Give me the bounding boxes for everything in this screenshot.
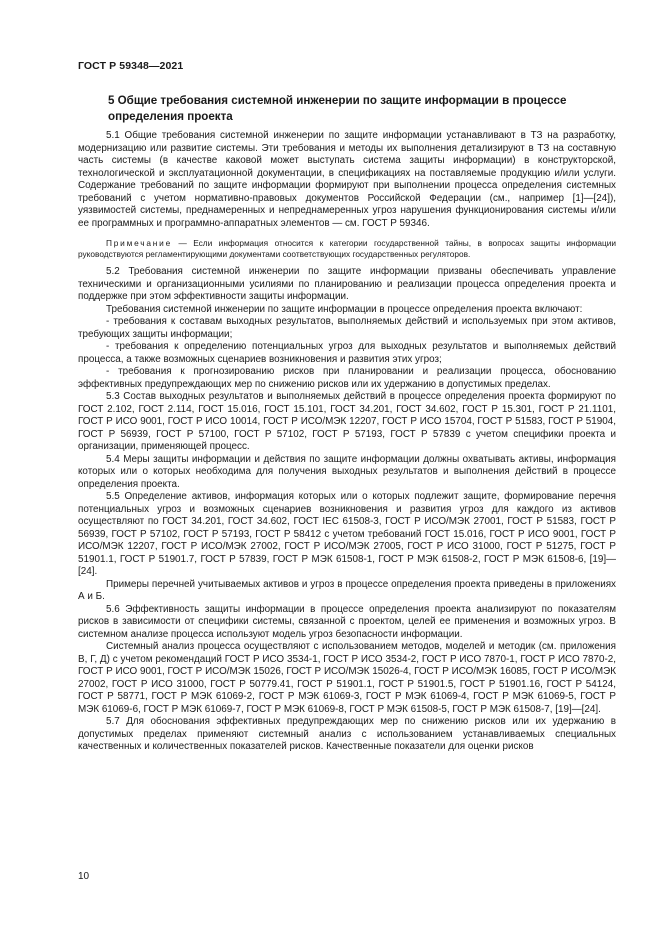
page-number: 10	[78, 871, 90, 882]
note-text: — Если информация относится к категории государственной тайны, в вопросах защиты информации руководствуются регламентирующими документами соответствующих государственных регуляторов.	[78, 238, 616, 259]
paragraph-5-6: 5.6 Эффективность защиты информации в процессе определения проекта анализируют по показателям рисков в зависимости от специфики системы, связанной с проектом, целей ее применения и возможных угроз. В системном анализе процесса используют модель угроз безопасности информации.	[78, 603, 616, 640]
list-item-requirement-1: - требования к составам выходных результатов, выполняемых действий и используемых при этом активов, требующих защиты информации;	[78, 316, 616, 340]
paragraph-5-2: 5.2 Требования системной инженерии по защите информации призваны обеспечивать управление техническими и организационными усилиями по планированию и реализации процесса определения проекта и поддержке при этом эффективности защиты информации.	[78, 266, 616, 302]
paragraph-system-analysis: Системный анализ процесса осуществляют с использованием методов, моделей и методик (см. приложения В, Г, Д) с учетом рекомендаций ГОСТ Р ИСО 3534-1, ГОСТ Р ИСО 3534-2, ГОСТ Р ИСО 7870-1, ГОСТ Р ИСО 7870-2, ГОСТ Р ИСО 9001, ГОСТ Р ИСО/МЭК 15026, ГОСТ Р ИСО/МЭК 15026-4, ГОСТ Р ИСО/МЭК 16085, ГОСТ Р ИСО/МЭК 27002, ГОСТ Р ИСО 31000, ГОСТ Р 50779.41, ГОСТ Р 51901.1, ГОСТ Р 51901.5, ГОСТ Р 51901.16, ГОСТ Р 54124, ГОСТ Р 58771, ГОСТ Р МЭК 61069-2, ГОСТ Р МЭК 61069-3, ГОСТ Р МЭК 61069-4, ГОСТ Р МЭК 61069-5, ГОСТ Р МЭК 61069-6, ГОСТ Р МЭК 61069-7, ГОСТ Р МЭК 61069-8, ГОСТ Р МЭК 61508-5, ГОСТ Р МЭК 61508-7, [19]—[24].	[78, 641, 616, 715]
paragraph-examples: Примеры перечней учитываемых активов и угроз в процессе определения проекта приведены в приложениях А и Б.	[78, 578, 616, 602]
list-item-requirement-2: - требования к определению потенциальных угроз для выходных результатов и выполняемых действий процесса, а также возможных сценариев возникновения и развития этих угроз;	[78, 341, 616, 365]
note	[78, 238, 616, 260]
paragraph-5-7: 5.7 Для обоснования эффективных предупреждающих мер по снижению рисков или их удержанию в допустимых пределах применяют системный анализ с использованием устанавливаемых специальных качественных и количественных показателей рисков. Качественные показатели для оценки рисков	[78, 716, 616, 752]
paragraph-5-1: 5.1 Общие требования системной инженерии по защите информации устанавливают в ТЗ на разработку, модернизацию или развитие системы. Эти требования и методы их выполнения детализируют в ТЗ на составную часть системы (в качестве каковой может выступать система защиты информации) в конструкторской, технологической и эксплуатационной документации, в спецификациях на поставляемые продукцию и/или услуги. Содержание требований по защите информации формируют при выполнении процесса определения системных требований с учетом нормативно-правовых документов Российской Федерации (см., например [1]—[24]), уязвимостей системы, преднамеренных и непреднамеренных угроз нарушения функционирования системы и/или ее программных и программно-аппаратных элементов — см. ГОСТ Р 59346.	[78, 130, 616, 229]
document-body	[78, 130, 616, 754]
paragraph-5-3: 5.3 Состав выходных результатов и выполняемых действий в процессе определения проекта формируют по ГОСТ 2.102, ГОСТ 2.114, ГОСТ 15.016, ГОСТ 15.101, ГОСТ 34.201, ГОСТ 34.602, ГОСТ Р 15.301, ГОСТ Р 21.1101, ГОСТ Р ИСО 9001, ГОСТ Р ИСО 10014, ГОСТ Р ИСО/МЭК 12207, ГОСТ Р ИСО 15704, ГОСТ Р 51583, ГОСТ Р 51904, ГОСТ Р 56939, ГОСТ Р 57100, ГОСТ Р 57102, ГОСТ Р 57193, ГОСТ Р 57839 с учетом специфики проекта и организации, применяющей процесс.	[78, 391, 616, 452]
paragraph-5-5: 5.5 Определение активов, информация которых или о которых подлежит защите, формирование перечня потенциальных угроз и возможных сценариев возникновения и развития угроз для каждого из активов осуществляют по ГОСТ 34.201, ГОСТ 34.602, ГОСТ IEC 61508-3, ГОСТ Р ИСО/МЭК 27001, ГОСТ Р 51583, ГОСТ Р 56939, ГОСТ Р 57102, ГОСТ Р 57193, ГОСТ Р 58412 с учетом требований ГОСТ 15.016, ГОСТ Р ИСО 9001, ГОСТ Р ИСО/МЭК 12207, ГОСТ Р ИСО/МЭК 27002, ГОСТ Р ИСО/МЭК 27005, ГОСТ Р ИСО 31000, ГОСТ Р 51275, ГОСТ Р 51901.1, ГОСТ Р 51901.7, ГОСТ Р 57839, ГОСТ Р МЭК 61508-1, ГОСТ Р МЭК 61508-2, ГОСТ Р МЭК 61508-6, [19]—[24].	[78, 491, 616, 577]
document-header: ГОСТ Р 59348—2021	[78, 60, 184, 72]
paragraph-requirements-intro: Требования системной инженерии по защите информации в процессе определения проекта включают:	[106, 303, 583, 315]
list-item-requirement-3: - требования к прогнозированию рисков при планировании и реализации процесса, обоснованию эффективных предупреждающих мер по снижению рисков или их удержанию в допустимых пределах.	[78, 366, 616, 390]
note-label: Примечание	[106, 238, 173, 248]
section-title: 5 Общие требования системной инженерии по защите информации в процессе определения проекта	[108, 94, 567, 123]
paragraph-5-4: 5.4 Меры защиты информации и действия по защите информации должны охватывать активы, информация которых или о которых необходима для получения выходных результатов и выполнения действий в процессе определения проекта.	[78, 453, 616, 490]
